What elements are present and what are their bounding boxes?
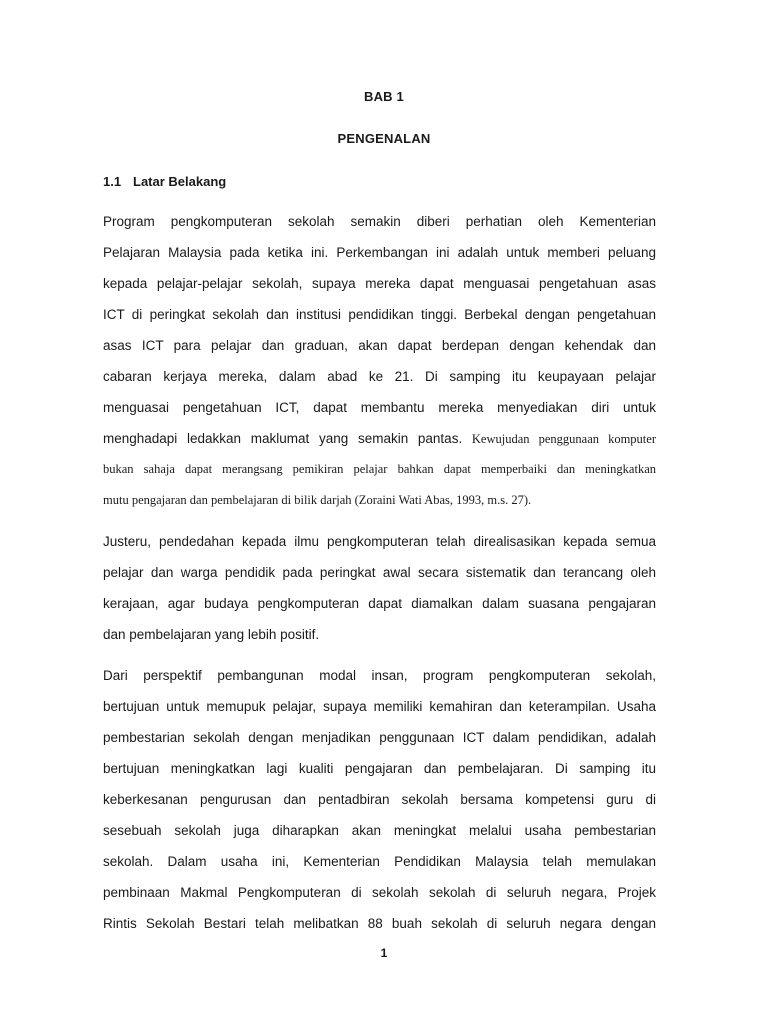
paragraph-line: menguasai pengetahuan ICT, dapat membantu mereka menyediakan diri untuk <box>103 400 656 415</box>
citation-line: mutu pengajaran dan pembelajaran di bilik darjah (Zoraini Wati Abas, 1993, m.s. 27). <box>103 493 532 507</box>
section-number: 1.1 <box>103 174 122 189</box>
paragraph-line: bertujuan meningkatkan lagi kualiti pengajaran dan pembelajaran. Di samping itu <box>103 761 656 776</box>
paragraph-3 <box>103 660 656 939</box>
paragraph-line-mixed <box>103 423 656 454</box>
paragraph-line: ICT di peringkat sekolah dan institusi pendidikan tinggi. Berbekal dengan pengetahuan <box>103 307 656 322</box>
paragraph-line: kepada pelajar-pelajar sekolah, supaya mereka dapat menguasai pengetahuan asas <box>103 276 656 291</box>
paragraph-line: cabaran kerjaya mereka, dalam abad ke 21. Di samping itu keupayaan pelajar <box>103 369 656 384</box>
paragraph-line: sesebuah sekolah juga diharapkan akan meningkat melalui usaha pembestarian <box>103 823 656 838</box>
paragraph-text: menghadapi ledakkan maklumat yang semakin pantas. <box>103 431 463 446</box>
chapter-title: PENGENALAN <box>337 131 431 146</box>
paragraph-line: Dari perspektif pembangunan modal insan, program pengkomputeran sekolah, <box>103 668 656 683</box>
paragraph-line: Rintis Sekolah Bestari telah melibatkan 88 buah sekolah di seluruh negara dengan <box>103 916 656 931</box>
paragraph-line: sekolah. Dalam usaha ini, Kementerian Pendidikan Malaysia telah memulakan <box>103 854 656 869</box>
paragraph-2 <box>103 526 656 650</box>
paragraph-line: bertujuan untuk memupuk pelajar, supaya memiliki kemahiran dan keterampilan. Usaha <box>103 699 656 714</box>
paragraph-line: asas ICT para pelajar dan graduan, akan dapat berdepan dengan kehendak dan <box>103 338 656 353</box>
paragraph-line: pelajar dan warga pendidik pada peringkat awal secara sistematik dan terancang oleh <box>103 565 656 580</box>
paragraph-line: keberkesanan pengurusan dan pentadbiran sekolah bersama kompetensi guru di <box>103 792 656 807</box>
citation-text: Kewujudan penggunaan komputer <box>471 432 656 446</box>
paragraph-line: Pelajaran Malaysia pada ketika ini. Perkembangan ini adalah untuk memberi peluang <box>103 245 656 260</box>
paragraph-line: dan pembelajaran yang lebih positif. <box>103 627 320 642</box>
page-number: 1 <box>380 946 388 960</box>
paragraph-line: pembestarian sekolah dengan menjadikan penggunaan ICT dalam pendidikan, adalah <box>103 730 656 745</box>
citation-line: bukan sahaja dapat merangsang pemikiran pelajar bahkan dapat memperbaiki dan meningkatkan <box>103 462 656 476</box>
paragraph-line: Program pengkomputeran sekolah semakin diberi perhatian oleh Kementerian <box>103 214 656 229</box>
paragraph-line: Justeru, pendedahan kepada ilmu pengkomputeran telah direalisasikan kepada semua <box>103 534 656 549</box>
paragraph-line: pembinaan Makmal Pengkomputeran di sekolah sekolah di seluruh negara, Projek <box>103 885 656 900</box>
paragraph-1 <box>103 206 656 516</box>
section-title: Latar Belakang <box>133 174 227 189</box>
section-heading <box>103 174 226 189</box>
chapter-label: BAB 1 <box>363 89 404 104</box>
paragraph-line: kerajaan, agar budaya pengkomputeran dapat diamalkan dalam suasana pengajaran <box>103 596 656 611</box>
